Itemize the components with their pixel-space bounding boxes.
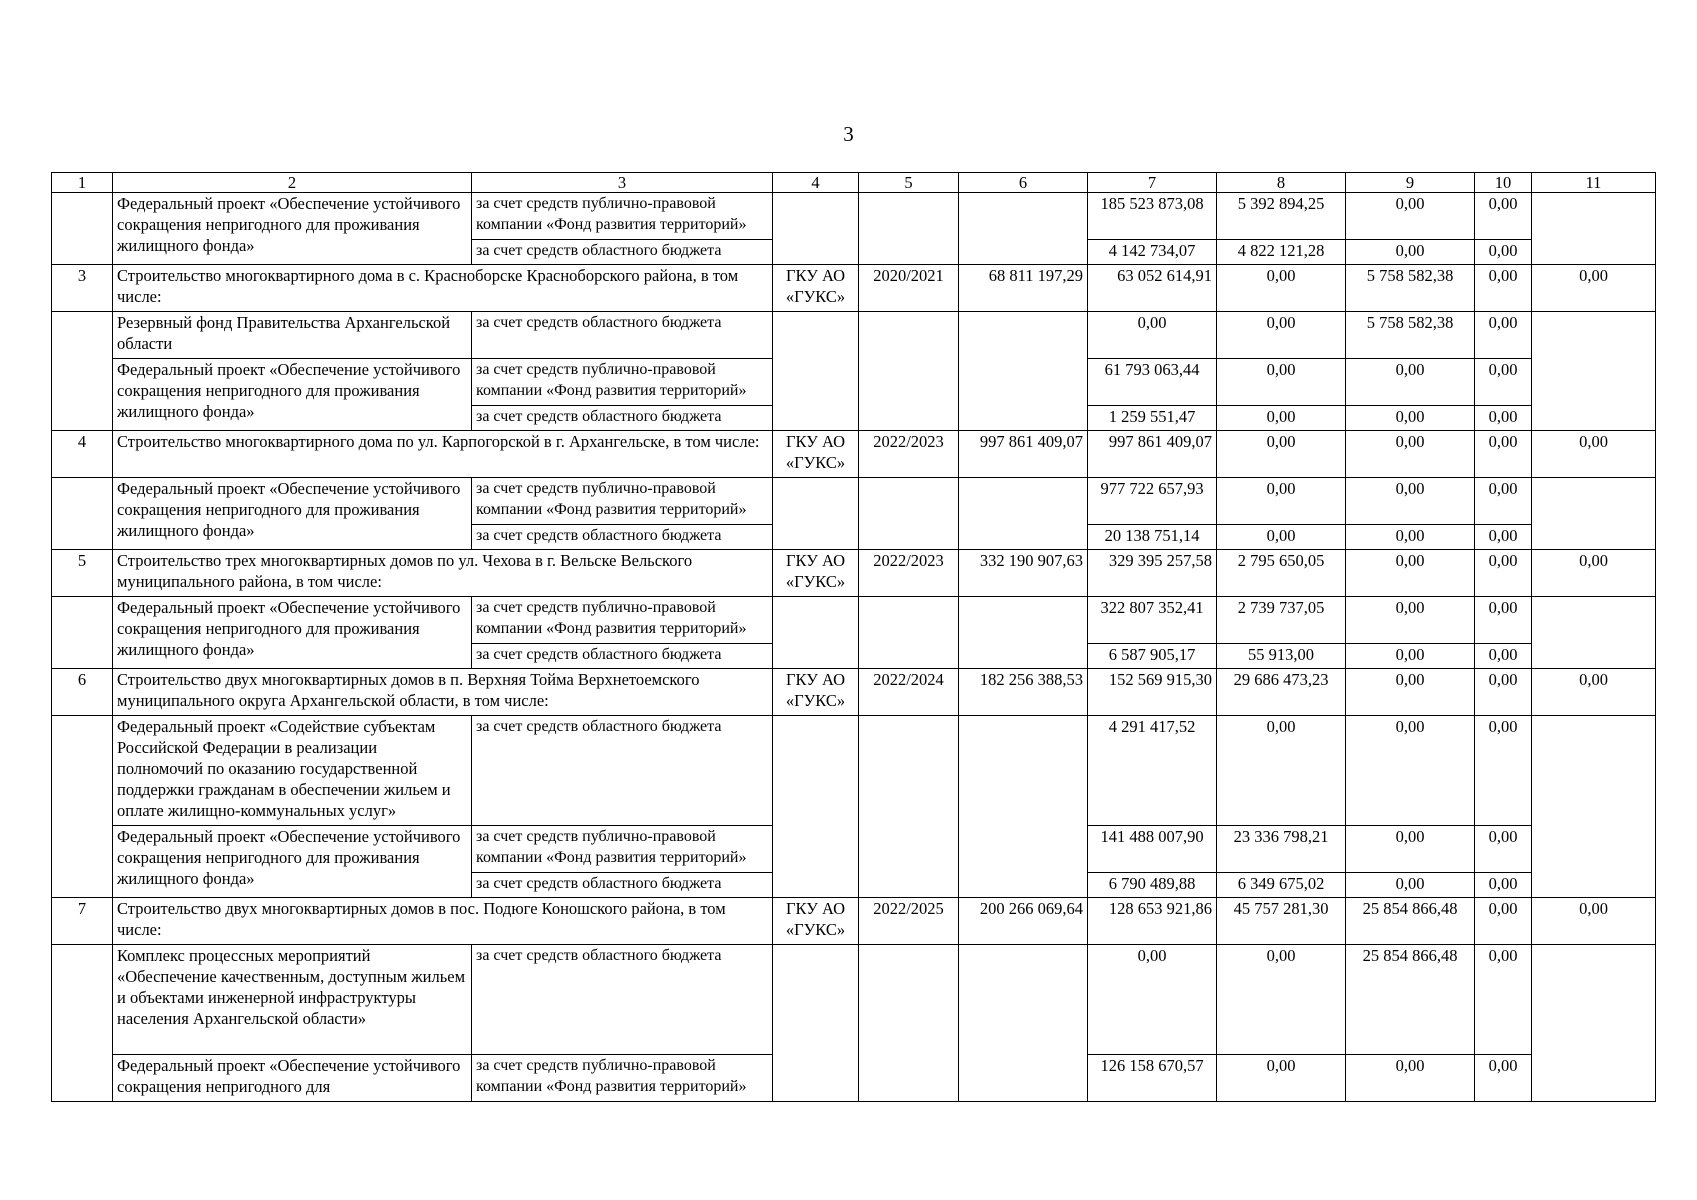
- total-cost: 332 190 907,63: [959, 550, 1088, 597]
- amount-col8: 55 913,00: [1217, 644, 1346, 669]
- amount-col7: 4 291 417,52: [1088, 716, 1217, 826]
- amount-col8: 0,00: [1217, 525, 1346, 550]
- row-number: 4: [52, 431, 113, 478]
- amount-col7: 4 142 734,07: [1088, 240, 1217, 265]
- row-number: 5: [52, 550, 113, 597]
- table-row: [52, 193, 1656, 240]
- years: 2022/2024: [859, 669, 959, 716]
- years-cell: [859, 478, 959, 550]
- funding-source: за счет средств областного бюджета: [472, 406, 773, 431]
- amount-col8: 0,00: [1217, 716, 1346, 826]
- amount-col10: 0,00: [1475, 265, 1532, 312]
- amount-col8: 0,00: [1217, 431, 1346, 478]
- amount-col11: 0,00: [1532, 431, 1656, 478]
- project-row: [52, 265, 1656, 312]
- column-number: 1: [52, 173, 113, 193]
- amount-col10: 0,00: [1475, 550, 1532, 597]
- amount-col7: 20 138 751,14: [1088, 525, 1217, 550]
- row-number-cell: [52, 716, 113, 898]
- amount-col8: 6 349 675,02: [1217, 873, 1346, 898]
- project-name: Строительство многоквартирного дома в с. Красноборске Красноборского района, в том числе:: [113, 265, 773, 312]
- years-cell: [859, 193, 959, 265]
- amount-col9: 0,00: [1346, 478, 1475, 525]
- cost-cell: [959, 716, 1088, 898]
- amount-col7: 61 793 063,44: [1088, 359, 1217, 406]
- column-number: 6: [959, 173, 1088, 193]
- column-number: 11: [1532, 173, 1656, 193]
- amount-col10: 0,00: [1475, 406, 1532, 431]
- amount-col11: [1532, 478, 1656, 550]
- amount-col11: [1532, 193, 1656, 265]
- row-number: 6: [52, 669, 113, 716]
- project-name: Строительство многоквартирного дома по ул. Карпогорской в г. Архангельске, в том числе:: [113, 431, 773, 478]
- row-number-cell: [52, 312, 113, 431]
- row-number-cell: [52, 945, 113, 1102]
- amount-col10: 0,00: [1475, 597, 1532, 644]
- row-number-cell: [52, 478, 113, 550]
- project-row: [52, 669, 1656, 716]
- amount-col8: 2 795 650,05: [1217, 550, 1346, 597]
- column-number: 10: [1475, 173, 1532, 193]
- amount-col10: 0,00: [1475, 525, 1532, 550]
- customer: ГКУ АО «ГУКС»: [773, 898, 859, 945]
- funding-source: за счет средств областного бюджета: [472, 240, 773, 265]
- amount-col9: 0,00: [1346, 716, 1475, 826]
- subprogram-name: Федеральный проект «Содействие субъектам Российской Федерации в реализации полномочий по оказанию государственной поддержки гражданам в обеспечении жильем и оплате жилищно-коммунальных услуг»: [113, 716, 472, 826]
- amount-col7: 63 052 614,91: [1088, 265, 1217, 312]
- row-number: 3: [52, 265, 113, 312]
- amount-col8: 4 822 121,28: [1217, 240, 1346, 265]
- funding-source: за счет средств публично-правовой компании «Фонд развития территорий»: [472, 826, 773, 873]
- project-row: [52, 431, 1656, 478]
- row-number-cell: [52, 193, 113, 265]
- funding-source: за счет средств публично-правовой компании «Фонд развития территорий»: [472, 597, 773, 644]
- amount-col9: 0,00: [1346, 826, 1475, 873]
- amount-col11: 0,00: [1532, 669, 1656, 716]
- amount-col10: 0,00: [1475, 644, 1532, 669]
- amount-col7: 977 722 657,93: [1088, 478, 1217, 525]
- amount-col7: 6 790 489,88: [1088, 873, 1217, 898]
- years-cell: [859, 716, 959, 898]
- amount-col8: 0,00: [1217, 406, 1346, 431]
- amount-col8: 0,00: [1217, 1055, 1346, 1102]
- amount-col10: 0,00: [1475, 945, 1532, 1055]
- project-row: [52, 550, 1656, 597]
- amount-col11: [1532, 312, 1656, 431]
- funding-source: за счет средств публично-правовой компании «Фонд развития территорий»: [472, 478, 773, 525]
- amount-col10: 0,00: [1475, 312, 1532, 359]
- amount-col9: 0,00: [1346, 873, 1475, 898]
- cost-cell: [959, 193, 1088, 265]
- amount-col7: 126 158 670,57: [1088, 1055, 1217, 1102]
- amount-col9: 0,00: [1346, 359, 1475, 406]
- column-number: 5: [859, 173, 959, 193]
- amount-col11: 0,00: [1532, 550, 1656, 597]
- amount-col9: 0,00: [1346, 669, 1475, 716]
- amount-col9: 0,00: [1346, 597, 1475, 644]
- project-name: Строительство двух многоквартирных домов в пос. Подюге Коношского района, в том числе:: [113, 898, 773, 945]
- amount-col8: 0,00: [1217, 312, 1346, 359]
- amount-col9: 25 854 866,48: [1346, 945, 1475, 1055]
- subprogram-name: Федеральный проект «Обеспечение устойчивого сокращения непригодного для проживания жилищного фонда»: [113, 478, 472, 550]
- amount-col8: 0,00: [1217, 359, 1346, 406]
- amount-col8: 23 336 798,21: [1217, 826, 1346, 873]
- table-row: [52, 597, 1656, 644]
- amount-col7: 329 395 257,58: [1088, 550, 1217, 597]
- total-cost: 182 256 388,53: [959, 669, 1088, 716]
- funding-source: за счет средств областного бюджета: [472, 644, 773, 669]
- subprogram-name: Резервный фонд Правительства Архангельской области: [113, 312, 472, 359]
- subprogram-name: Федеральный проект «Обеспечение устойчивого сокращения непригодного для проживания жилищного фонда»: [113, 826, 472, 898]
- table-row: [52, 312, 1656, 359]
- cost-cell: [959, 945, 1088, 1102]
- amount-col10: 0,00: [1475, 826, 1532, 873]
- amount-col7: 0,00: [1088, 312, 1217, 359]
- years: 2022/2023: [859, 431, 959, 478]
- project-name: Строительство двух многоквартирных домов в п. Верхняя Тойма Верхнетоемского муниципального округа Архангельской области, в том числе:: [113, 669, 773, 716]
- customer: ГКУ АО «ГУКС»: [773, 550, 859, 597]
- amount-col8: 0,00: [1217, 265, 1346, 312]
- customer-cell: [773, 945, 859, 1102]
- funding-source: за счет средств публично-правовой компании «Фонд развития территорий»: [472, 359, 773, 406]
- amount-col10: 0,00: [1475, 359, 1532, 406]
- years: 2022/2023: [859, 550, 959, 597]
- column-number: 8: [1217, 173, 1346, 193]
- amount-col7: 1 259 551,47: [1088, 406, 1217, 431]
- funding-source: за счет средств областного бюджета: [472, 945, 773, 1055]
- amount-col8: 29 686 473,23: [1217, 669, 1346, 716]
- amount-col10: 0,00: [1475, 240, 1532, 265]
- column-number: 2: [113, 173, 472, 193]
- customer: ГКУ АО «ГУКС»: [773, 265, 859, 312]
- amount-col9: 0,00: [1346, 1055, 1475, 1102]
- table-row: [52, 716, 1656, 826]
- amount-col9: 0,00: [1346, 240, 1475, 265]
- amount-col7: 152 569 915,30: [1088, 669, 1217, 716]
- amount-col9: 0,00: [1346, 550, 1475, 597]
- total-cost: 997 861 409,07: [959, 431, 1088, 478]
- customer-cell: [773, 478, 859, 550]
- subprogram-name: Федеральный проект «Обеспечение устойчивого сокращения непригодного для проживания жилищного фонда»: [113, 193, 472, 265]
- customer: ГКУ АО «ГУКС»: [773, 431, 859, 478]
- amount-col8: 2 739 737,05: [1217, 597, 1346, 644]
- amount-col9: 0,00: [1346, 406, 1475, 431]
- amount-col10: 0,00: [1475, 669, 1532, 716]
- amount-col7: 128 653 921,86: [1088, 898, 1217, 945]
- years: 2022/2025: [859, 898, 959, 945]
- total-cost: 200 266 069,64: [959, 898, 1088, 945]
- amount-col7: 141 488 007,90: [1088, 826, 1217, 873]
- funding-source: за счет средств публично-правовой компании «Фонд развития территорий»: [472, 193, 773, 240]
- subprogram-name: Федеральный проект «Обеспечение устойчивого сокращения непригодного для проживания жилищного фонда»: [113, 359, 472, 431]
- amount-col7: 0,00: [1088, 945, 1217, 1055]
- funding-source: за счет средств областного бюджета: [472, 312, 773, 359]
- amount-col8: 0,00: [1217, 945, 1346, 1055]
- years: 2020/2021: [859, 265, 959, 312]
- customer-cell: [773, 716, 859, 898]
- cost-cell: [959, 597, 1088, 669]
- amount-col9: 0,00: [1346, 193, 1475, 240]
- years-cell: [859, 597, 959, 669]
- amount-col10: 0,00: [1475, 716, 1532, 826]
- subprogram-name: Комплекс процессных мероприятий «Обеспечение качественным, доступным жильем и объектами инженерной инфраструктуры населения Архангельской области»: [113, 945, 472, 1055]
- amount-col10: 0,00: [1475, 431, 1532, 478]
- amount-col8: 5 392 894,25: [1217, 193, 1346, 240]
- row-number: 7: [52, 898, 113, 945]
- amount-col11: [1532, 597, 1656, 669]
- amount-col9: 5 758 582,38: [1346, 265, 1475, 312]
- years-cell: [859, 312, 959, 431]
- column-number: 7: [1088, 173, 1217, 193]
- customer-cell: [773, 312, 859, 431]
- column-number: 9: [1346, 173, 1475, 193]
- amount-col9: 0,00: [1346, 644, 1475, 669]
- customer: ГКУ АО «ГУКС»: [773, 669, 859, 716]
- funding-source: за счет средств областного бюджета: [472, 525, 773, 550]
- funding-source: за счет средств областного бюджета: [472, 716, 773, 826]
- funding-source: за счет средств публично-правовой компании «Фонд развития территорий»: [472, 1055, 773, 1102]
- amount-col10: 0,00: [1475, 873, 1532, 898]
- subprogram-name: Федеральный проект «Обеспечение устойчивого сокращения непригодного для проживания жилищного фонда»: [113, 597, 472, 669]
- budget-table: [51, 172, 1656, 1102]
- amount-col10: 0,00: [1475, 478, 1532, 525]
- amount-col10: 0,00: [1475, 1055, 1532, 1102]
- amount-col8: 45 757 281,30: [1217, 898, 1346, 945]
- row-number-cell: [52, 597, 113, 669]
- amount-col9: 0,00: [1346, 431, 1475, 478]
- amount-col11: [1532, 945, 1656, 1102]
- project-name: Строительство трех многоквартирных домов по ул. Чехова в г. Вельске Вельского муниципального района, в том числе:: [113, 550, 773, 597]
- column-number: 3: [472, 173, 773, 193]
- amount-col11: [1532, 716, 1656, 898]
- cost-cell: [959, 312, 1088, 431]
- amount-col10: 0,00: [1475, 898, 1532, 945]
- customer-cell: [773, 597, 859, 669]
- amount-col7: 6 587 905,17: [1088, 644, 1217, 669]
- amount-col8: 0,00: [1217, 478, 1346, 525]
- amount-col11: 0,00: [1532, 265, 1656, 312]
- amount-col9: 5 758 582,38: [1346, 312, 1475, 359]
- customer-cell: [773, 193, 859, 265]
- column-number: 4: [773, 173, 859, 193]
- table-row: [52, 945, 1656, 1055]
- subprogram-name: Федеральный проект «Обеспечение устойчивого сокращения непригодного для: [113, 1055, 472, 1102]
- amount-col7: 997 861 409,07: [1088, 431, 1217, 478]
- page-number: 3: [843, 122, 854, 146]
- column-numbers-row: [52, 173, 1656, 193]
- table-row: [52, 478, 1656, 525]
- project-row: [52, 898, 1656, 945]
- amount-col11: 0,00: [1532, 898, 1656, 945]
- amount-col9: 25 854 866,48: [1346, 898, 1475, 945]
- amount-col10: 0,00: [1475, 193, 1532, 240]
- cost-cell: [959, 478, 1088, 550]
- amount-col9: 0,00: [1346, 525, 1475, 550]
- total-cost: 68 811 197,29: [959, 265, 1088, 312]
- amount-col7: 185 523 873,08: [1088, 193, 1217, 240]
- years-cell: [859, 945, 959, 1102]
- funding-source: за счет средств областного бюджета: [472, 873, 773, 898]
- amount-col7: 322 807 352,41: [1088, 597, 1217, 644]
